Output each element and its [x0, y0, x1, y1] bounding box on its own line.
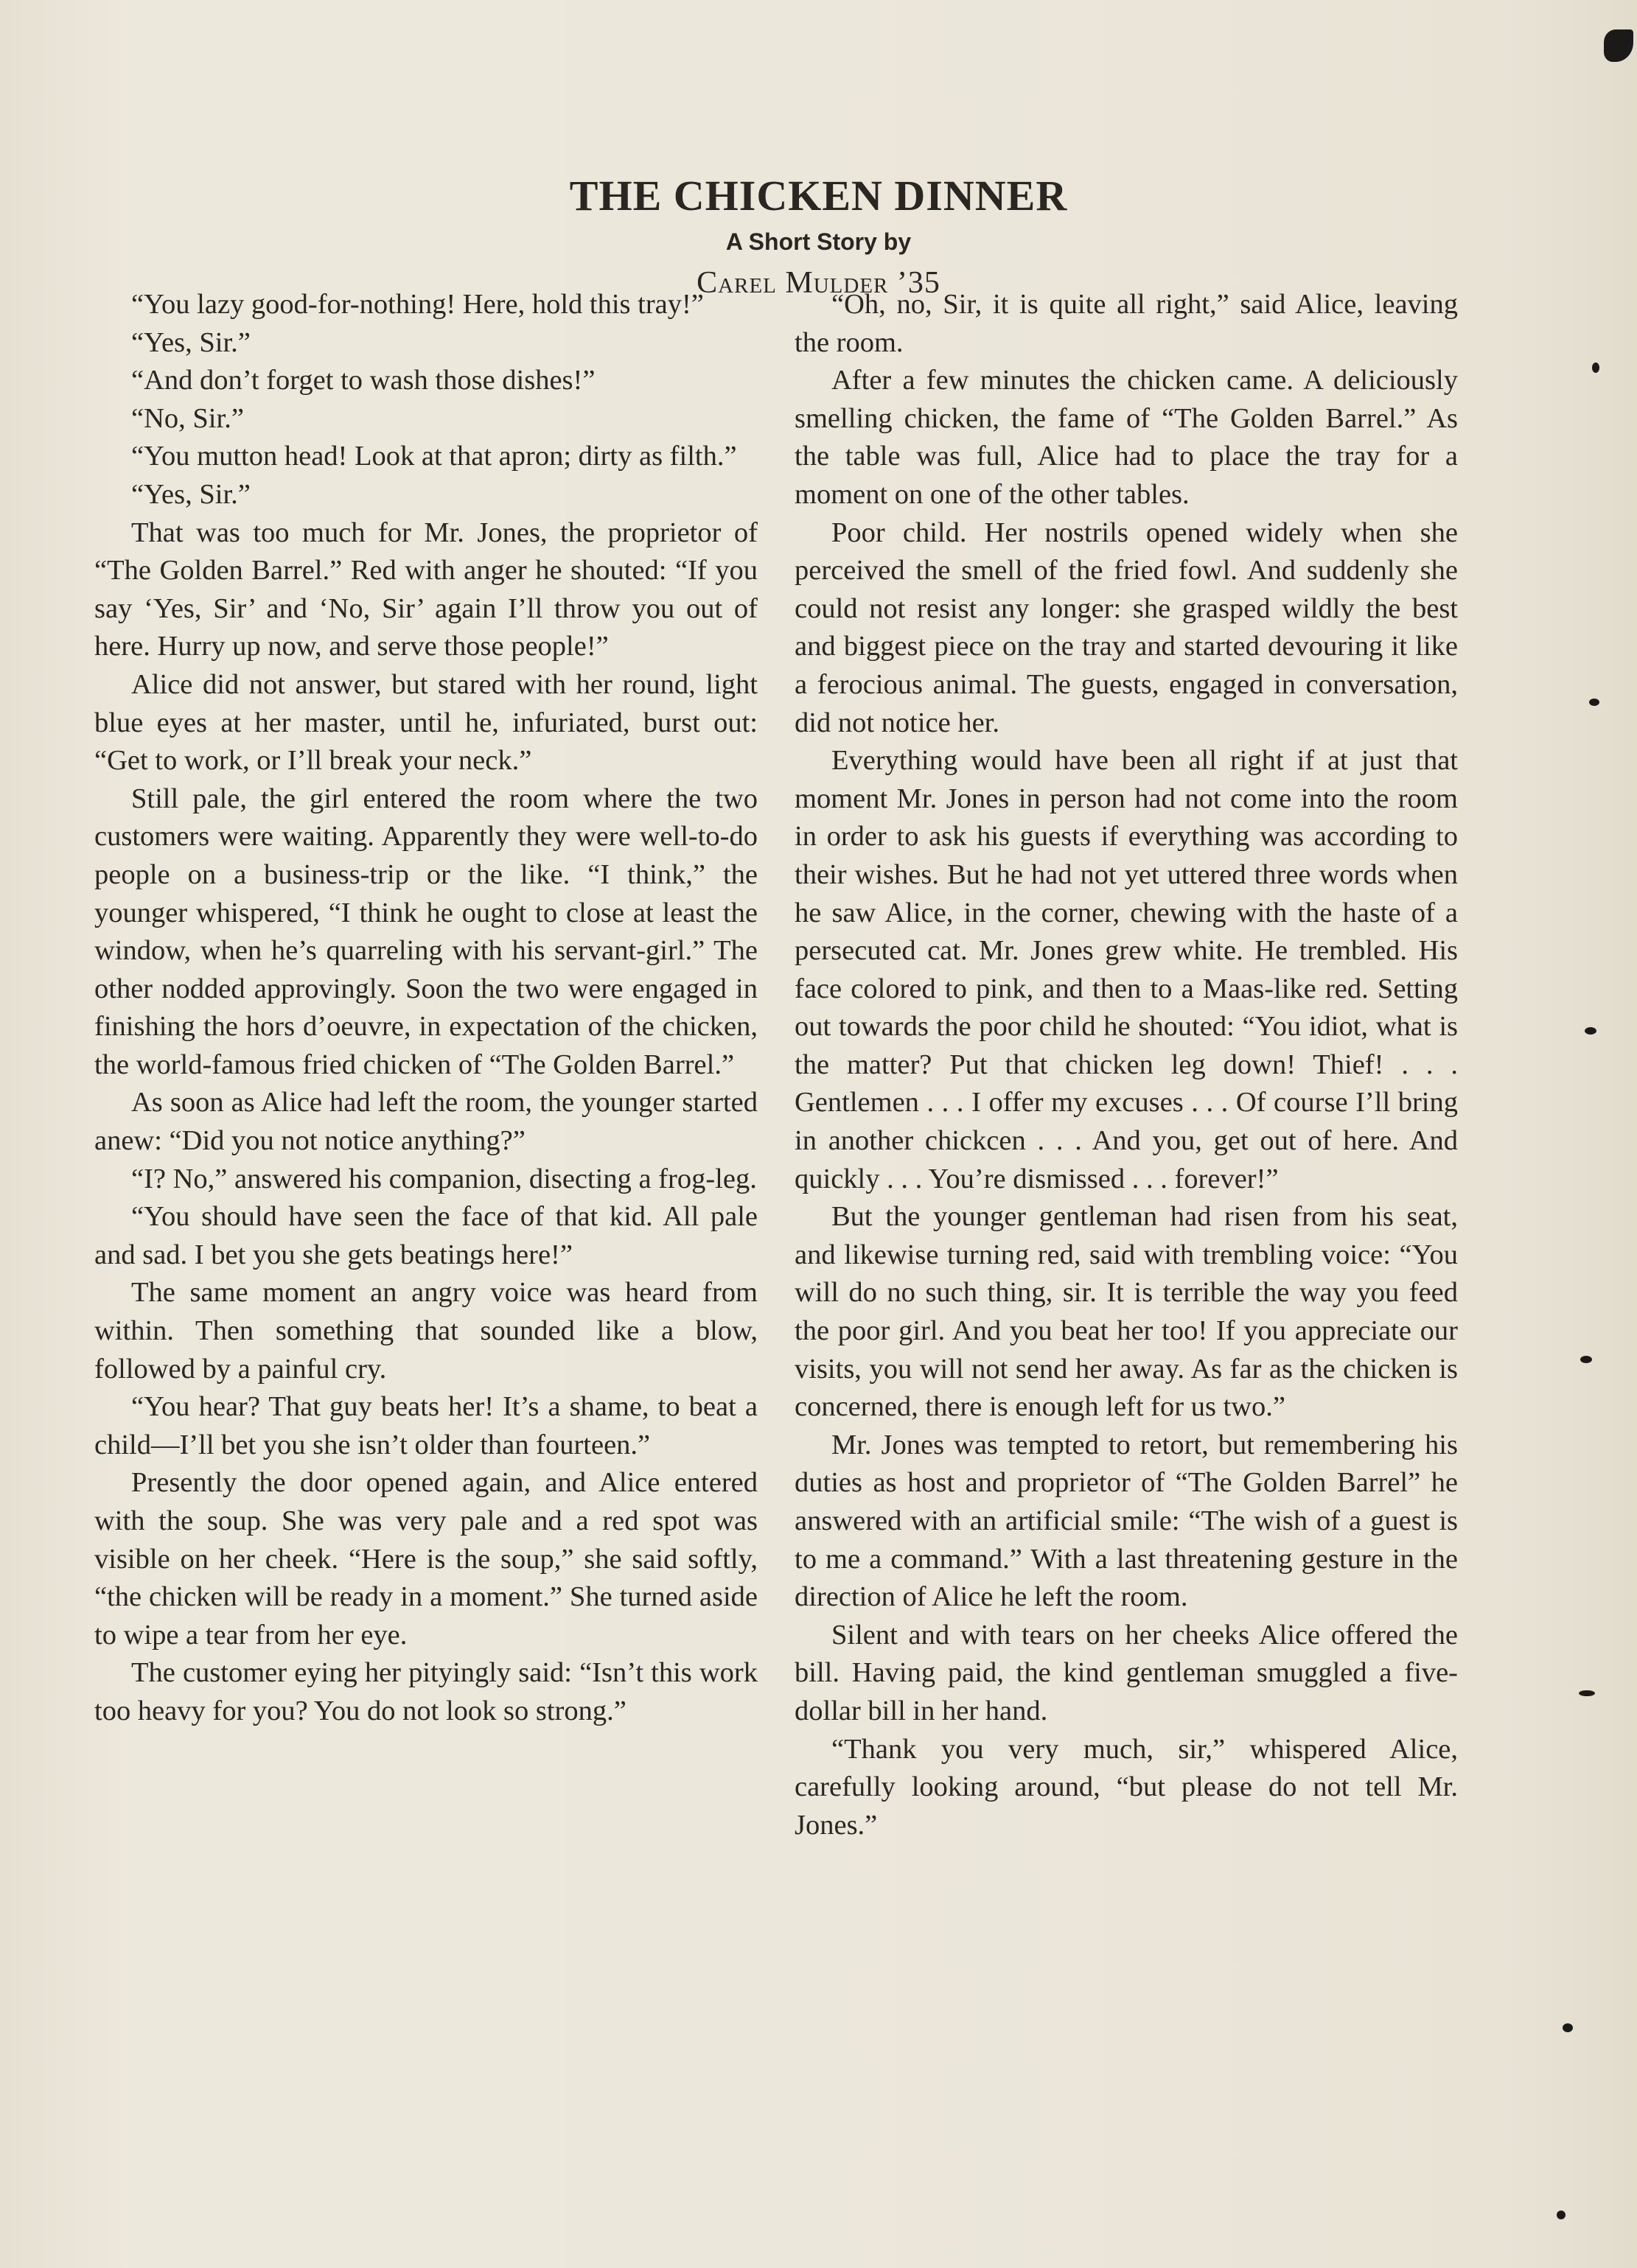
edge-mark — [1604, 29, 1633, 62]
story-author: Carel Mulder ’35 — [697, 266, 940, 300]
paragraph: Poor child. Her nostrils opened widely when she perceived the smell of the fried fowl. And suddenly she could not resist any longer: she grasped wildly the best and biggest piece on the tray and started devouring it like a ferocious animal. The guests, engaged in conversation, did not notice her. — [795, 517, 1458, 738]
paragraph: The customer eying her pityingly said: “Isn’t this work too heavy for you? You do not look so strong.” — [94, 1657, 758, 1726]
edge-mark — [1580, 1356, 1592, 1363]
right-column — [795, 286, 1458, 1844]
paragraph: “You hear? That guy beats her! It’s a shame, to beat a child—I’ll bet you she isn’t older than fourteen.” — [94, 1391, 758, 1460]
paragraph: “Yes, Sir.” — [131, 326, 251, 358]
edge-mark — [1563, 2023, 1573, 2032]
paragraph: Silent and with tears on her cheeks Alice offered the bill. Having paid, the kind gentleman smuggled a five-dollar bill in her hand. — [795, 1619, 1458, 1726]
left-column — [94, 286, 758, 1731]
edge-mark — [1592, 363, 1599, 373]
story-header — [0, 169, 1637, 304]
paragraph: “You should have seen the face of that kid. All pale and sad. I bet you she gets beatings here!” — [94, 1201, 758, 1270]
paragraph: Alice did not answer, but stared with her round, light blue eyes at her master, until he, infuriated, burst out: “Get to work, or I’ll break your neck.” — [94, 668, 758, 777]
story-subtitle: A Short Story by — [725, 228, 912, 255]
paragraph: “I? No,” answered his companion, disecting a frog-leg. — [131, 1163, 757, 1194]
edge-mark — [1589, 699, 1599, 706]
paragraph: Everything would have been all right if at just that moment Mr. Jones in person had not come into the room in order to ask his guests if everything was according to their wishes. But he had not yet uttered three words when he saw Alice, in the corner, chewing with the haste of a persecuted cat. Mr. Jones grew white. He trembled. His face colored to pink, and then to a Maas-like red. Setting out towards the poor child he shouted: “You idiot, what is the matter? Put that chicken leg down! Thief! . . . Gentlemen . . . I offer my excuses . . . Of course I’ll bring in another chickcen . . . And you, get out of here. And quickly . . . You’re dismissed . . . forever!” — [795, 745, 1458, 1194]
paragraph: But the younger gentleman had risen from his seat, and likewise turning red, said with trembling voice: “You will do no such thing, sir. It is terrible the way you feed the poor girl. And you beat her too! If you appreciate our visits, you will not send her away. As far as the chicken is concerned, there is enough left for us two.” — [795, 1201, 1458, 1423]
paragraph: “You mutton head! Look at that apron; dirty as filth.” — [131, 441, 737, 472]
paragraph: As soon as Alice had left the room, the younger started anew: “Did you not notice anything?” — [94, 1087, 758, 1157]
edge-mark — [1585, 1027, 1596, 1035]
paragraph: Mr. Jones was tempted to retort, but remembering his duties as host and proprietor of “The Golden Barrel” he answered with an artificial smile: “The wish of a guest is to me a command.” With a last threatening gesture in the direction of Alice he left the room. — [795, 1429, 1458, 1613]
paragraph: Presently the door opened again, and Alice entered with the soup. She was very pale and a red spot was visible on her cheek. “Here is the soup,” she said softly, “the chicken will be ready in a moment.” She turned aside to wipe a tear from her eye. — [94, 1467, 758, 1651]
edge-mark — [1579, 1690, 1595, 1696]
edge-mark — [1557, 2211, 1566, 2219]
paragraph: “No, Sir.” — [131, 402, 244, 434]
paragraph: “You lazy good-for-nothing! Here, hold this tray!” — [131, 289, 704, 320]
paragraph: That was too much for Mr. Jones, the proprietor of “The Golden Barrel.” Red with anger he shouted: “If you say ‘Yes, Sir’ and ‘No, Sir’ again I’ll throw you out of here. Hurry up now, and serve those people!” — [94, 517, 758, 662]
paragraph: “Thank you very much, sir,” whispered Alice, carefully looking around, “but please do not tell Mr. Jones.” — [795, 1733, 1458, 1841]
paragraph: Still pale, the girl entered the room where the two customers were waiting. Apparently they were well-to-do people on a business-trip or the like. “I think,” the younger whispered, “I think he ought to close at least the window, when he’s quarreling with his servant-girl.” The other nodded approvingly. Soon the two were engaged in finishing the hors d’oeuvre, in expectation of the chicken, the world-famous fried chicken of “The Golden Barrel.” — [94, 783, 758, 1080]
paragraph: “Oh, no, Sir, it is quite all right,” said Alice, leaving the room. — [795, 289, 1458, 358]
paragraph: “And don’t forget to wash those dishes!” — [131, 365, 596, 396]
paragraph: The same moment an angry voice was heard from within. Then something that sounded like a blow, followed by a painful cry. — [94, 1277, 758, 1385]
paragraph: After a few minutes the chicken came. A deliciously smelling chicken, the fame of “The Golden Barrel.” As the table was full, Alice had to place the tray for a moment on one of the other tables. — [795, 365, 1458, 510]
paragraph: “Yes, Sir.” — [131, 478, 251, 510]
story-title: THE CHICKEN DINNER — [569, 172, 1068, 220]
